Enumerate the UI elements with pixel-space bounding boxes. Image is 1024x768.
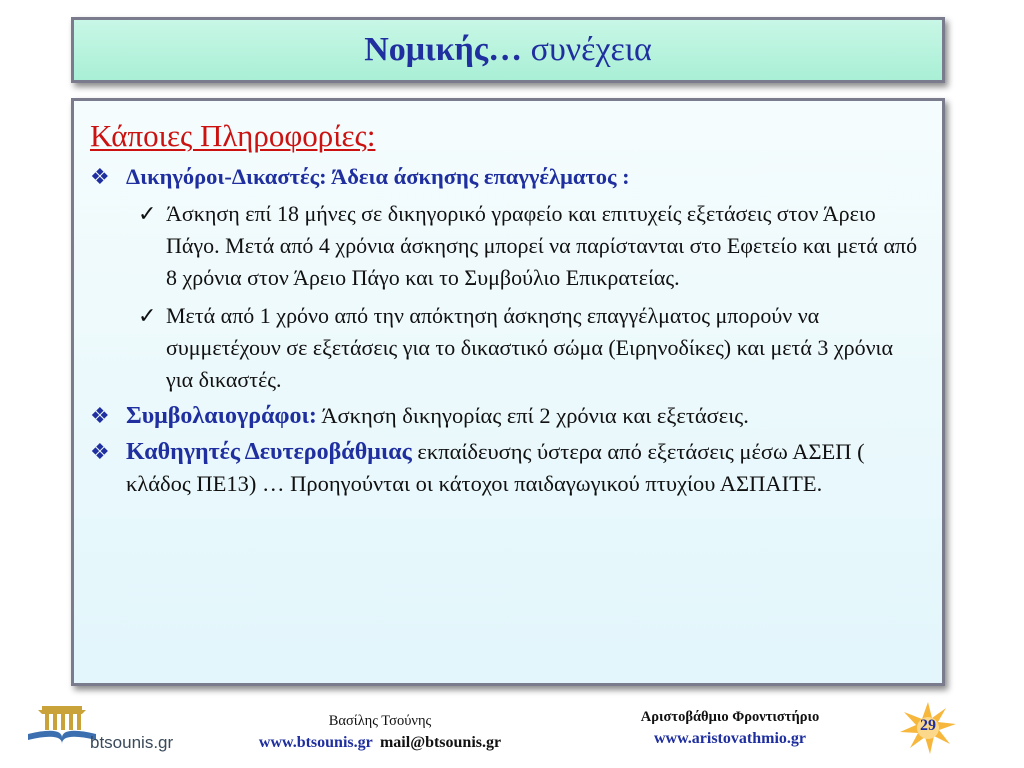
section-heading: Κάποιες Πληροφορίες: xyxy=(90,118,376,153)
diamond-four-icon: ❖ xyxy=(90,164,110,189)
footer-org xyxy=(580,706,880,750)
bullet-lead: Καθηγητές Δευτεροβάθμιας xyxy=(126,439,412,465)
footer-author xyxy=(230,710,530,754)
org-name: Αριστοβάθμιο Φροντιστήριο xyxy=(640,709,820,725)
bullet-item xyxy=(90,161,922,192)
author-contact xyxy=(230,732,530,754)
org-site-link[interactable]: www.aristovathmio.gr xyxy=(654,730,806,747)
page-number-badge xyxy=(898,702,958,754)
page-number: 29 xyxy=(920,717,936,734)
sub-bullet-item xyxy=(138,300,922,396)
bullet-lead: Συμβολαιογράφοι: xyxy=(126,403,317,429)
bullet-item xyxy=(90,400,922,432)
slide-title-rest: συνέχεια xyxy=(522,31,652,68)
slide-title xyxy=(364,31,652,69)
author-site-link[interactable]: www.btsounis.gr xyxy=(258,734,373,751)
diamond-four-icon: ❖ xyxy=(90,439,110,464)
diamond-four-icon: ❖ xyxy=(90,403,110,428)
bullet-text xyxy=(126,436,922,499)
bullet-text xyxy=(126,161,922,192)
sub-bullet-item xyxy=(138,198,922,294)
sub-bullet-text: Άσκηση επί 18 μήνες σε δικηγορικό γραφείο και επιτυχείς εξετάσεις στον Άρειο Πάγο. Μετά από 4 χρόνια άσκησης μπορεί να παρίστανται στο Εφετείο και μετά από 8 χρόνια στον Άρειο Πάγο και το Συμβούλιο Επικρατείας. xyxy=(166,201,918,290)
bullet-lead: Δικηγόροι-Δικαστές: Άδεια άσκησης επαγγέλματος : xyxy=(126,164,630,189)
logo-text: btsounis.gr xyxy=(90,733,174,752)
bullet-item xyxy=(90,436,922,499)
checkmark-icon: ✓ xyxy=(138,303,157,328)
slide-title-box xyxy=(71,17,945,83)
checkmark-icon: ✓ xyxy=(138,201,157,226)
author-name: Βασίλης Τσούνης xyxy=(328,713,432,729)
sub-bullet-text: Μετά από 1 χρόνο από την απόκτηση άσκησης επαγγέλματος μπορούν να συμμετέχουν σε εξετάσεις για το δικαστικό σώμα (Ειρηνοδίκες) και μετά 3 χρόνια για δικαστές. xyxy=(166,303,893,392)
author-mail-link[interactable]: mail@btsounis.gr xyxy=(379,734,502,751)
bullet-rest: Άσκηση δικηγορίας επί 2 χρόνια και εξετάσεις. xyxy=(316,403,749,428)
slide-content-box xyxy=(71,98,945,686)
bullet-text xyxy=(126,400,922,432)
bullet-rest: εκπαίδευσης ύστερα από εξετάσεις μέσω ΑΣΕΠ ( κλάδος ΠΕ13) … Προηγούνται οι κάτοχοι παιδαγωγικού πτυχίου ΑΣΠΑΙΤΕ. xyxy=(126,439,865,496)
slide-title-bold: Νομικής… xyxy=(364,31,523,68)
